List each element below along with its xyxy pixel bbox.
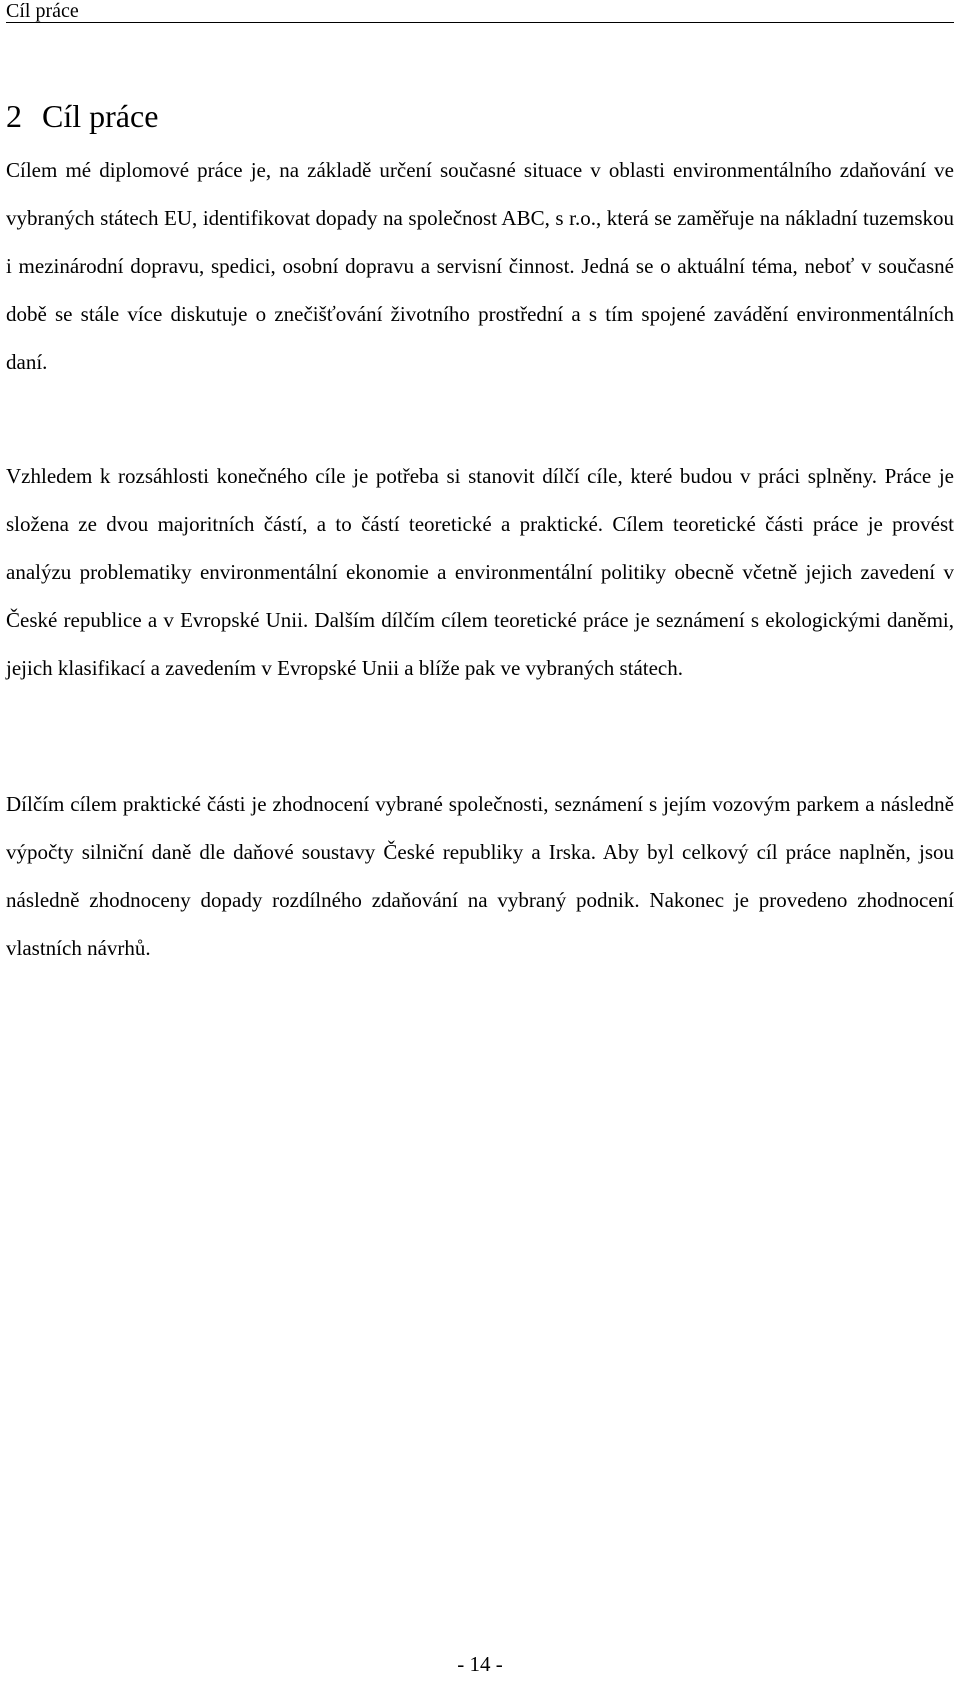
running-header-title: Cíl práce <box>6 0 79 22</box>
section-title: Cíl práce <box>42 98 159 134</box>
paragraph-goal: Cílem mé diplomové práce je, na základě určení současné situace v oblasti environmentálního zdaňování ve vybraných státech EU, identifikovat dopady na společnost ABC, s r.o., která se zaměřuje na nákladní tuzemskou i mezinárodní dopravu, spedici, osobní dopravu a servisní činnost. Jedná se o aktuální téma, neboť v současné době se stále více diskutuje o znečišťování životního prostřední a s tím spojené zavádění environmentálních daní. <box>6 158 954 374</box>
page-number: - 14 - <box>457 1652 503 1676</box>
paragraph-practical-part: Dílčím cílem praktické části je zhodnocení vybrané společnosti, seznámení s jejím vozovým parkem a následně výpočty silniční daně dle daňové soustavy České republiky a Irska. Aby byl celkový cíl práce naplněn, jsou následně zhodnoceny dopady rozdílného zdaňování na vybraný podnik. Nakonec je provedeno zhodnocení vlastních návrhů. <box>6 792 954 960</box>
paragraph-theoretical-part: Vzhledem k rozsáhlosti konečného cíle je potřeba si stanovit dílčí cíle, které budou v práci splněny. Práce je složena ze dvou majoritních částí, a to částí teoretické a praktické. Cílem teoretické části práce je provést analýzu problematiky environmentální ekonomie a environmentální politiky obecně včetně jejich zavedení v České republice a v Evropské Unii. Dalším dílčím cílem teoretické práce je seznámení s ekologickými daněmi, jejich klasifikací a zavedením v Evropské Unii a blíže pak ve vybraných státech. <box>6 464 954 680</box>
section-heading <box>6 94 158 138</box>
running-header <box>6 0 954 23</box>
section-number: 2 <box>6 98 22 134</box>
